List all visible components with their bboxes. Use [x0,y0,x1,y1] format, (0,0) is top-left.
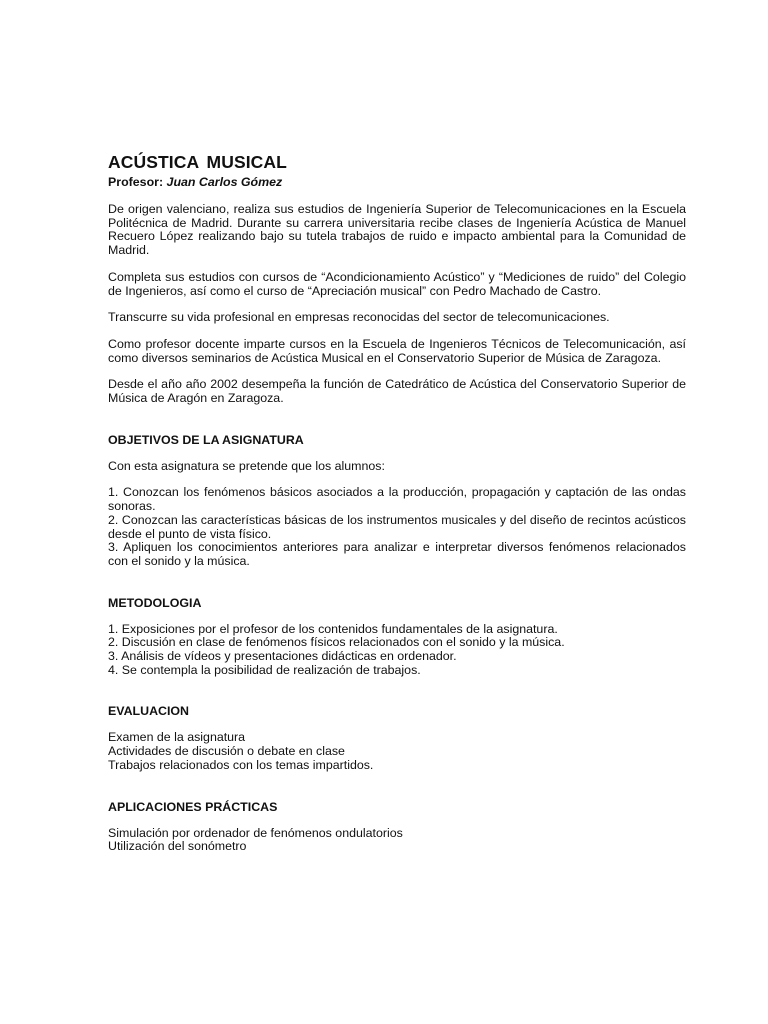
objective-item: 2. Conozcan las características básicas de los instrumentos musicales y del diseño de recintos acústicos desde el punto de vista físico. [108,512,686,541]
objectives-heading: OBJETIVOS DE LA ASIGNATURA [108,432,304,447]
methodology-list [108,623,686,678]
evaluation-item: Trabajos relacionados con los temas impartidos. [108,757,374,772]
evaluation-item: Actividades de discusión o debate en clase [108,744,345,759]
bio-paragraph: Desde el año año 2002 desempeña la función de Catedrático de Acústica del Conservatorio Superior de Música de Aragón en Zaragoza. [108,377,686,406]
professor-name: Juan Carlos Gómez [166,175,283,189]
document-page [108,151,686,854]
bio-paragraph: Transcurre su vida profesional en empresas reconocidas del sector de telecomunicaciones. [108,310,610,325]
application-item: Simulación por ordenador de fenómenos ondulatorios [108,825,403,840]
applications-list [108,827,686,854]
application-item: Utilización del sonómetro [108,839,247,854]
bio-paragraph: De origen valenciano, realiza sus estudios de Ingeniería Superior de Telecomunicaciones en la Escuela Politécnica de Madrid. Durante su carrera universitaria recibe clases de Ingeniería Acústica de Manuel Recuero López realizando bajo su tutela trabajos de ruido e impacto ambiental para la Comunidad de Madrid. [108,202,686,258]
document-title: ACÚSTICA MUSICAL [108,152,287,172]
methodology-item: 3. Análisis de vídeos y presentaciones didácticas en ordenador. [108,649,457,664]
applications-heading: APLICACIONES PRÁCTICAS [108,799,278,814]
methodology-item: 4. Se contempla la posibilidad de realización de trabajos. [108,662,421,677]
evaluation-item: Examen de la asignatura [108,730,246,745]
professor-line [108,175,686,189]
professor-label: Profesor: [108,175,164,189]
objective-item: 3. Apliquen los conocimientos anteriores para analizar e interpretar diversos fenómenos relacionados con el sonido y la música. [108,540,686,568]
objective-item: 1. Conozcan los fenómenos básicos asociados a la producción, propagación y captación de las ondas sonoras. [108,485,686,514]
bio-paragraph: Como profesor docente imparte cursos en la Escuela de Ingenieros Técnicos de Telecomunicación, así como diversos seminarios de Acústica Musical en el Conservatorio Superior de Música de Zaragoza. [108,336,686,365]
objectives-list [108,486,686,568]
objectives-intro: Con esta asignatura se pretende que los alumnos: [108,458,385,473]
methodology-heading: METODOLOGIA [108,595,202,610]
evaluation-heading: EVALUACION [108,704,189,719]
bio-paragraph: Completa sus estudios con cursos de “Acondicionamiento Acústico” y “Mediciones de ruido” del Colegio de Ingenieros, así como el curso de “Apreciación musical” con Pedro Machado de Castro. [108,269,686,298]
methodology-item: 2. Discusión en clase de fenómenos físicos relacionados con el sonido y la música. [108,635,565,650]
evaluation-list [108,731,686,772]
methodology-item: 1. Exposiciones por el profesor de los contenidos fundamentales de la asignatura. [108,621,558,636]
